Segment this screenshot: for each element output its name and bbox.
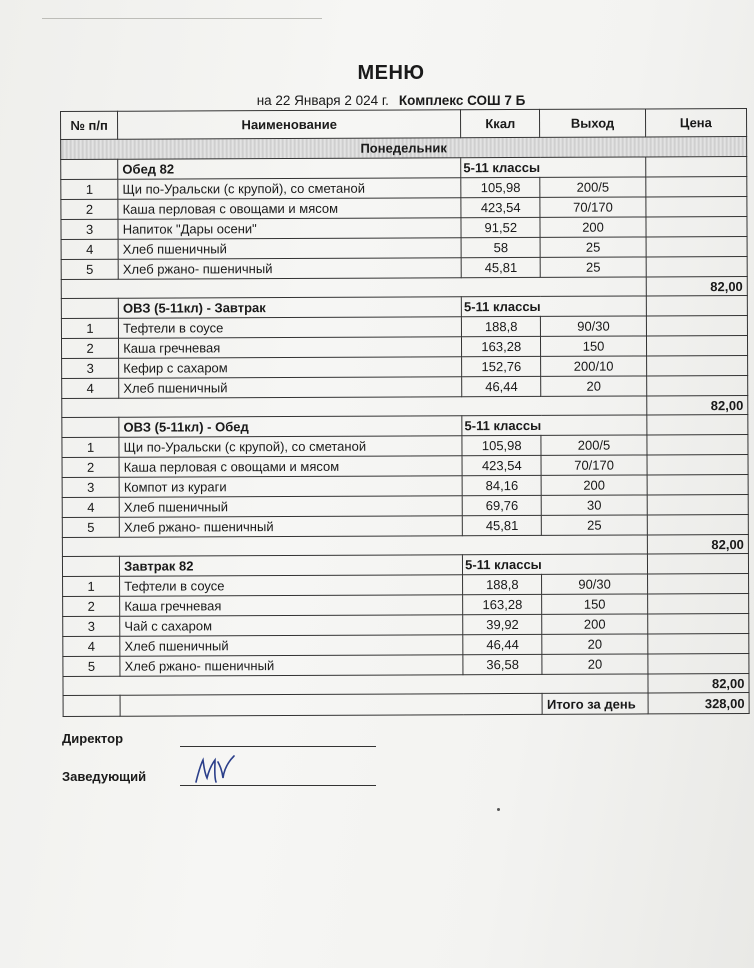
item-price: [647, 574, 748, 594]
section-price-cell: [647, 554, 748, 574]
item-name: Щи по-Уральски (с крупой), со сметаной: [119, 436, 462, 457]
item-price: [647, 593, 748, 613]
item-output: 25: [540, 237, 645, 257]
item-number: 1: [61, 318, 118, 338]
item-number: 3: [62, 477, 119, 497]
header-kcal: Ккал: [461, 109, 540, 137]
item-price: [648, 653, 749, 673]
section-total: 82,00: [646, 396, 747, 415]
item-kcal: 46,44: [463, 634, 542, 654]
section-title: Обед 82: [118, 158, 461, 179]
item-name: Компот из кураги: [119, 476, 462, 497]
item-price: [646, 217, 747, 237]
item-kcal: 188,8: [463, 574, 542, 594]
item-price: [646, 376, 747, 396]
item-kcal: 423,54: [462, 455, 541, 475]
item-price: [647, 515, 748, 535]
item-output: 70/170: [540, 197, 645, 217]
header-output: Выход: [540, 109, 645, 137]
item-number: 1: [62, 437, 119, 457]
item-name: Кефир с сахаром: [119, 357, 462, 378]
item-name: Каша гречневая: [120, 595, 463, 616]
item-name: Тефтели в соусе: [119, 317, 462, 338]
item-output: 30: [542, 495, 647, 515]
item-price: [647, 495, 748, 515]
item-name: Хлеб ржано- пшеничный: [119, 516, 462, 537]
item-output: 150: [542, 594, 647, 614]
section-classes: 5-11 классы: [461, 157, 646, 178]
item-output: 200: [540, 217, 645, 237]
section-num-cell: [61, 298, 118, 318]
item-price: [647, 455, 748, 475]
item-output: 200: [541, 475, 646, 495]
item-output: 90/30: [541, 316, 646, 336]
item-name: Напиток "Дары осени": [118, 218, 461, 239]
item-price: [646, 197, 747, 217]
menu-table: [60, 108, 750, 717]
item-name: Хлеб пшеничный: [120, 635, 463, 656]
section-price-cell: [645, 157, 746, 177]
item-number: 2: [63, 596, 120, 616]
table-header-row: [61, 109, 747, 140]
item-output: 20: [541, 376, 646, 396]
header-price: Цена: [645, 109, 746, 137]
item-price: [646, 356, 747, 376]
section-num-cell: [61, 159, 118, 179]
item-number: 2: [62, 457, 119, 477]
item-name: Хлеб пшеничный: [119, 377, 462, 398]
item-kcal: 105,98: [462, 435, 541, 455]
item-output: 200/10: [541, 356, 646, 376]
menu-body: [61, 137, 750, 717]
item-price: [645, 177, 746, 197]
item-kcal: 105,98: [461, 177, 540, 197]
item-name: Тефтели в соусе: [120, 575, 463, 596]
section-num-cell: [62, 556, 119, 576]
item-number: 4: [62, 378, 119, 398]
school-name: Комплекс СОШ 7 Б: [398, 93, 526, 108]
item-kcal: 58: [461, 237, 540, 257]
paper-speck: [497, 808, 500, 811]
section-classes: 5-11 классы: [463, 554, 648, 575]
item-number: 3: [62, 358, 119, 378]
item-number: 2: [61, 199, 118, 219]
item-kcal: 152,76: [462, 356, 541, 376]
section-total: 82,00: [646, 277, 747, 296]
handwritten-signature: [190, 752, 240, 792]
manager-label: Заведующий: [62, 769, 147, 784]
item-output: 25: [542, 515, 647, 535]
day-total-row: [63, 692, 749, 716]
top-rule: [42, 18, 322, 19]
item-output: 200/5: [541, 435, 646, 455]
item-output: 150: [541, 336, 646, 356]
item-name: Каша перловая с овощами и мясом: [118, 198, 461, 219]
item-price: [646, 237, 747, 257]
item-name: Хлеб пшеничный: [119, 496, 462, 517]
item-name: Хлеб ржано- пшеничный: [120, 655, 463, 676]
day-label: Понедельник: [61, 137, 747, 160]
item-output: 70/170: [541, 455, 646, 475]
item-kcal: 45,81: [462, 515, 541, 535]
item-price: [646, 257, 747, 277]
item-price: [646, 336, 747, 356]
item-number: 4: [63, 636, 120, 656]
total-empty-cell: [62, 535, 647, 557]
item-number: 5: [62, 517, 119, 537]
item-number: 5: [63, 656, 120, 676]
day-total-empty-name: [120, 693, 542, 716]
item-output: 90/30: [542, 574, 647, 594]
document-title: МЕНЮ: [357, 62, 425, 84]
item-price: [647, 435, 748, 455]
item-name: Щи по-Уральски (с крупой), со сметаной: [118, 178, 461, 199]
item-kcal: 163,28: [462, 336, 541, 356]
item-kcal: 46,44: [462, 376, 541, 396]
total-empty-cell: [63, 674, 648, 696]
director-signature-line: [180, 746, 376, 747]
section-num-cell: [62, 417, 119, 437]
section-title: Завтрак 82: [120, 555, 463, 576]
item-price: [646, 316, 747, 336]
section-classes: 5-11 классы: [462, 415, 647, 436]
day-total-empty-num: [63, 695, 120, 716]
item-kcal: 423,54: [461, 197, 540, 217]
section-total: 82,00: [647, 535, 748, 554]
item-number: 3: [63, 616, 120, 636]
item-name: Каша перловая с овощами и мясом: [119, 456, 462, 477]
item-output: 20: [542, 654, 647, 674]
item-kcal: 69,76: [462, 495, 541, 515]
item-name: Чай с сахаром: [120, 615, 463, 636]
item-output: 200/5: [540, 177, 645, 197]
item-price: [647, 475, 748, 495]
header-name: Наименование: [118, 110, 461, 139]
item-kcal: 91,52: [461, 217, 540, 237]
section-classes: 5-11 классы: [461, 296, 646, 317]
item-kcal: 39,92: [463, 614, 542, 634]
item-number: 2: [61, 338, 118, 358]
day-total-value: 328,00: [648, 692, 749, 713]
item-kcal: 45,81: [461, 257, 540, 277]
item-output: 25: [541, 257, 646, 277]
item-number: 4: [62, 497, 119, 517]
item-output: 20: [542, 634, 647, 654]
item-number: 4: [61, 239, 118, 259]
item-number: 1: [61, 179, 118, 199]
item-kcal: 188,8: [462, 316, 541, 336]
item-number: 5: [61, 259, 118, 279]
section-price-cell: [646, 296, 747, 316]
item-price: [647, 613, 748, 633]
item-name: Каша гречневая: [119, 337, 462, 358]
item-kcal: 163,28: [463, 594, 542, 614]
section-title: ОВЗ (5-11кл) - Завтрак: [118, 297, 461, 318]
section-total: 82,00: [648, 673, 749, 692]
item-kcal: 84,16: [462, 475, 541, 495]
section-price-cell: [647, 415, 748, 435]
document-subtitle: [0, 93, 754, 108]
item-name: Хлеб ржано- пшеничный: [118, 258, 461, 279]
item-kcal: 36,58: [463, 654, 542, 674]
menu-date: на 22 Января 2 024 г.: [256, 93, 389, 108]
section-title: ОВЗ (5-11кл) - Обед: [119, 416, 462, 437]
item-name: Хлеб пшеничный: [118, 238, 461, 259]
total-empty-cell: [61, 277, 646, 299]
item-number: 1: [63, 576, 120, 596]
header-num: № п/п: [61, 111, 118, 139]
item-output: 200: [542, 614, 647, 634]
total-empty-cell: [62, 396, 647, 418]
item-price: [647, 633, 748, 653]
item-number: 3: [61, 219, 118, 239]
day-total-label: Итого за день: [542, 693, 647, 714]
director-label: Директор: [62, 731, 124, 746]
